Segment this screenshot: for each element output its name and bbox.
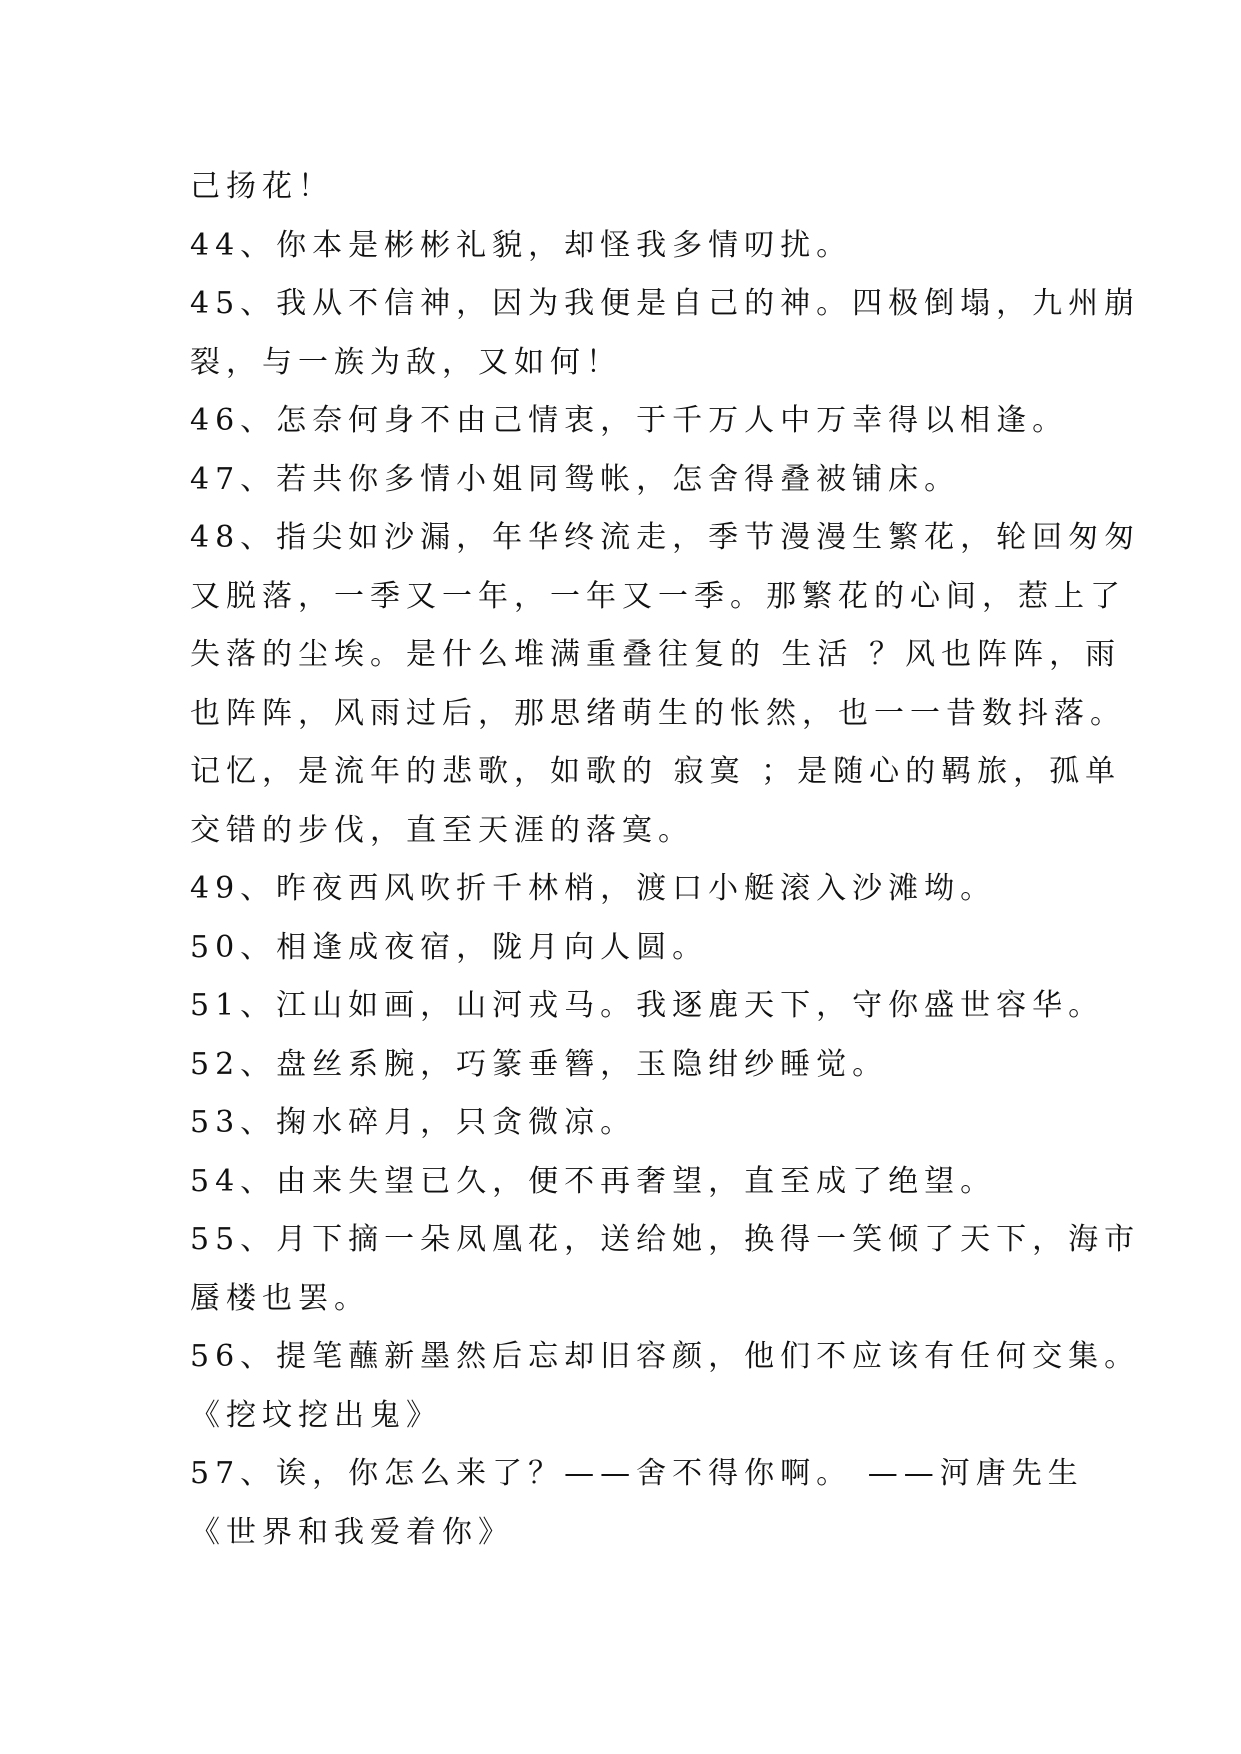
- text-line: 也阵阵，风雨过后，那思绪萌生的怅然，也一一昔数抖落。: [190, 695, 1126, 731]
- text-line: 52、盘丝系腕，巧篆垂簪，玉隐绀纱睡觉。: [190, 1046, 889, 1082]
- text-line: 50、相逢成夜宿，陇月向人圆。: [190, 929, 709, 965]
- text-line: 45、我从不信神，因为我便是自己的神。四极倒塌，九州崩: [190, 286, 1141, 321]
- text-line: 46、怎奈何身不由己情衷，于千万人中万幸得以相逢。: [190, 403, 1069, 438]
- text-line: 裂，与一族为敌，又如何！: [190, 344, 622, 380]
- text-line: 56、提笔蘸新墨然后忘却旧容颜，他们不应该有任何交集。: [190, 1339, 1141, 1374]
- text-line: 47、若共你多情小姐同鸳帐，怎舍得叠被铺床。: [190, 461, 961, 497]
- text-line: 44、你本是彬彬礼貌，却怪我多情叨扰。: [190, 227, 853, 263]
- document-body: [190, 158, 1141, 1562]
- text-line: 57、诶，你怎么来了？——舍不得你啊。 ——河唐先生: [190, 1456, 1084, 1491]
- text-line: 记忆，是流年的悲歌，如歌的 寂寞 ；是随心的羁旅，孤单: [190, 754, 1122, 789]
- text-line: 《挖坟挖出鬼》: [190, 1397, 442, 1433]
- text-line: 49、昨夜西风吹折千林梢，渡口小艇滚入沙滩坳。: [190, 871, 997, 906]
- text-line: 54、由来失望已久，便不再奢望，直至成了绝望。: [190, 1163, 997, 1199]
- text-line: 48、指尖如沙漏，年华终流走，季节漫漫生繁花，轮回匆匆: [190, 520, 1141, 555]
- text-line: 又脱落，一季又一年，一年又一季。那繁花的心间，惹上了: [190, 578, 1126, 614]
- text-line: 53、掬水碎月，只贪微凉。: [190, 1105, 637, 1140]
- text-line: 失落的尘埃。是什么堆满重叠往复的 生活 ？风也阵阵，雨: [190, 637, 1122, 672]
- text-line: 蜃楼也罢。: [190, 1280, 370, 1316]
- text-line: 51、江山如画，山河戎马。我逐鹿天下，守你盛世容华。: [190, 988, 1105, 1023]
- text-line: 己扬花！: [190, 169, 334, 204]
- text-line: 《世界和我爱着你》: [190, 1514, 514, 1550]
- text-line: 55、月下摘一朵凤凰花，送给她，换得一笑倾了天下，海市: [190, 1222, 1141, 1257]
- text-line: 交错的步伐，直至天涯的落寞。: [190, 812, 694, 848]
